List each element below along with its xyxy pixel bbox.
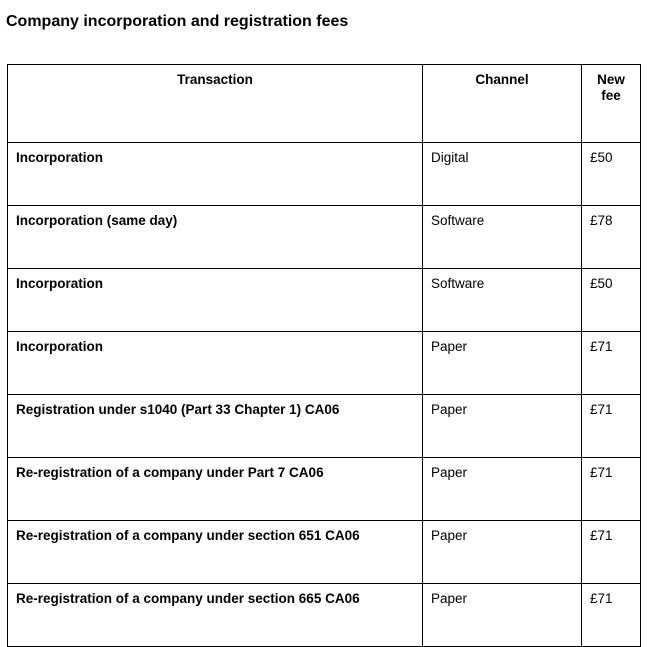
channel-cell: Paper	[423, 395, 582, 458]
channel-cell: Paper	[423, 584, 582, 647]
transaction-cell: Re-registration of a company under Part 7 CA06	[8, 458, 423, 521]
transaction-cell: Incorporation (same day)	[8, 206, 423, 269]
table-row	[8, 143, 641, 206]
channel-cell: Software	[423, 269, 582, 332]
table-row	[8, 206, 641, 269]
fees-table	[7, 64, 641, 647]
channel-cell: Paper	[423, 332, 582, 395]
page-title: Company incorporation and registration fees	[6, 13, 349, 30]
transaction-cell: Re-registration of a company under section 665 CA06	[8, 584, 423, 647]
transaction-cell: Incorporation	[8, 269, 423, 332]
fee-cell: £71	[582, 395, 641, 458]
table-row	[8, 584, 641, 647]
transaction-cell: Re-registration of a company under section 651 CA06	[8, 521, 423, 584]
fee-cell: £71	[582, 332, 641, 395]
transaction-cell: Incorporation	[8, 143, 423, 206]
channel-cell: Paper	[423, 521, 582, 584]
channel-cell: Software	[423, 206, 582, 269]
column-header-new-fee: New fee	[582, 65, 641, 143]
document-page	[0, 12, 647, 606]
table-row	[8, 395, 641, 458]
transaction-cell: Registration under s1040 (Part 33 Chapter 1) CA06	[8, 395, 423, 458]
fee-cell: £50	[582, 143, 641, 206]
channel-cell: Paper	[423, 458, 582, 521]
column-header-transaction: Transaction	[8, 65, 423, 143]
column-header-channel: Channel	[423, 65, 582, 143]
fee-cell: £78	[582, 206, 641, 269]
header-row	[8, 65, 641, 143]
channel-cell: Digital	[423, 143, 582, 206]
transaction-cell: Incorporation	[8, 332, 423, 395]
table-row	[8, 332, 641, 395]
fee-cell: £71	[582, 521, 641, 584]
fee-cell: £50	[582, 269, 641, 332]
table-row	[8, 269, 641, 332]
table-row	[8, 458, 641, 521]
table-row	[8, 521, 641, 584]
fee-cell: £71	[582, 458, 641, 521]
fee-cell: £71	[582, 584, 641, 647]
